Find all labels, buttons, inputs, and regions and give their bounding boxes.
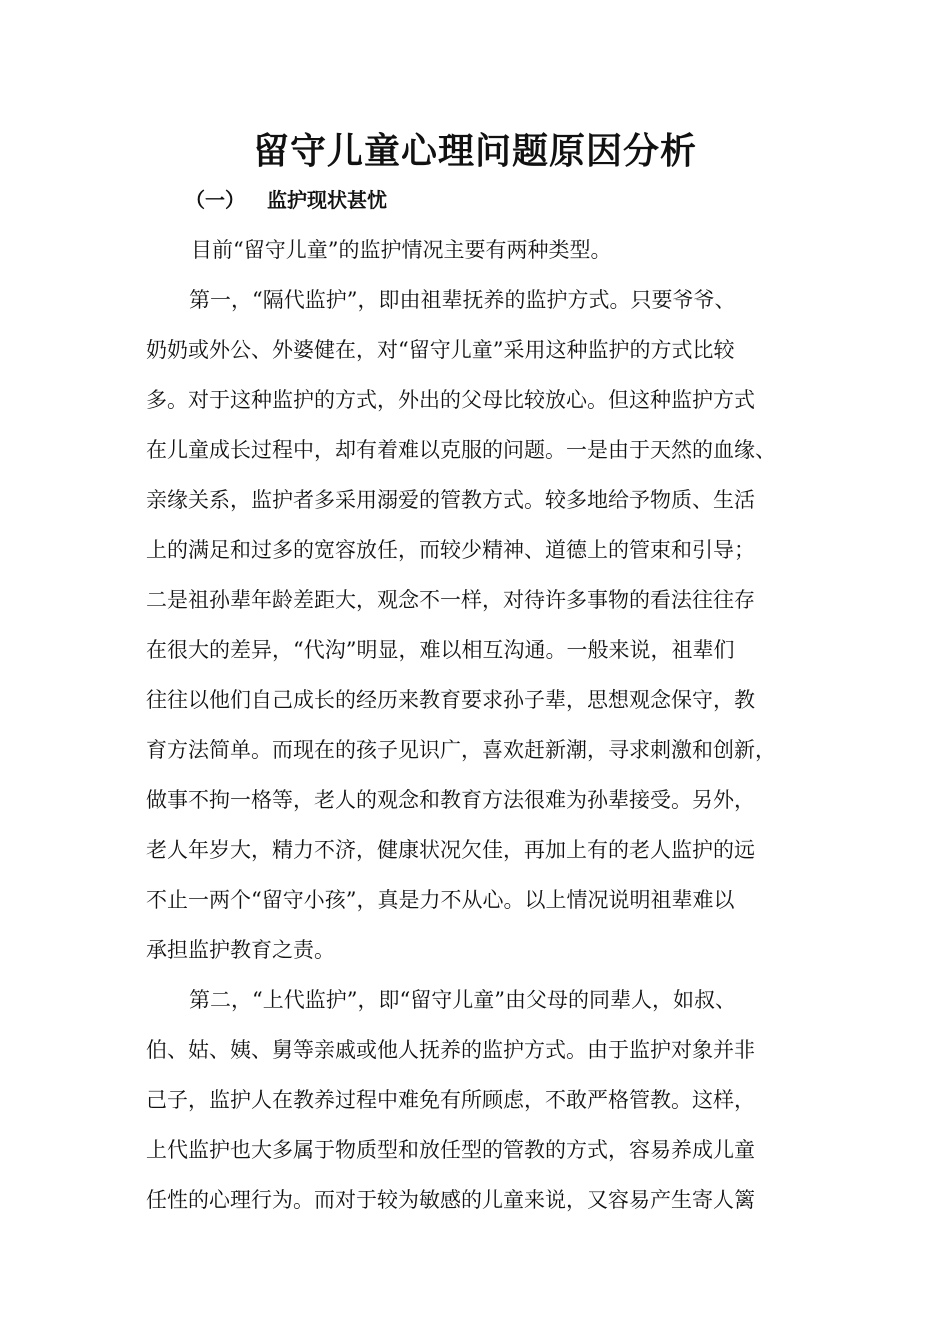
paragraph-line: 上的满足和过多的宽容放任，而较少精神、道德上的管束和引导； [146, 538, 755, 562]
paragraph-line: 目前“留守儿童”的监护情况主要有两种类型。 [191, 238, 612, 262]
document-title: 留守儿童心理问题原因分析 [252, 131, 697, 172]
paragraph-line: 老人年岁大，精力不济，健康状况欠佳，再加上有的老人监护的远 [146, 838, 755, 862]
paragraph-line: 在很大的差异，“代沟”明显，难以相互沟通。一般来说，祖辈们 [146, 638, 735, 662]
section-heading [185, 184, 387, 216]
paragraph-line: 己子，监护人在教养过程中难免有所顾虑，不敢严格管教。这样， [146, 1088, 755, 1112]
paragraph-line: 第二，“上代监护”，即“留守儿童”由父母的同辈人，如叔、 [189, 988, 736, 1012]
paragraph-line: 第一，“隔代监护”，即由祖辈抚养的监护方式。只要爷爷、 [189, 288, 736, 312]
section-heading-text: 监护现状甚忧 [267, 188, 387, 212]
paragraph-line: 二是祖孙辈年龄差距大，观念不一样，对待许多事物的看法往往存 [146, 588, 755, 612]
paragraph-line: 任性的心理行为。而对于较为敏感的儿童来说，又容易产生寄人篱 [146, 1188, 755, 1212]
paragraph-line: 不止一两个“留守小孩”，真是力不从心。以上情况说明祖辈难以 [146, 888, 735, 912]
paragraph-line: 做事不拘一格等，老人的观念和教育方法很难为孙辈接受。另外， [146, 788, 755, 812]
paragraph-line: 承担监护教育之责。 [146, 938, 335, 962]
paragraph-line: 育方法简单。而现在的孩子见识广，喜欢赶新潮，寻求刺激和创新， [146, 738, 776, 762]
paragraph-line: 上代监护也大多属于物质型和放任型的管教的方式，容易养成儿童 [146, 1138, 755, 1162]
paragraph-line: 亲缘关系，监护者多采用溺爱的管教方式。较多地给予物质、生活 [146, 488, 755, 512]
paragraph-line: 多。对于这种监护的方式，外出的父母比较放心。但这种监护方式 [146, 388, 755, 412]
paragraph-line: 伯、姑、姨、舅等亲戚或他人抚养的监护方式。由于监护对象并非 [146, 1038, 755, 1062]
paragraph-line: 在儿童成长过程中，却有着难以克服的问题。一是由于天然的血缘、 [146, 438, 776, 462]
paragraph-line: 往往以他们自己成长的经历来教育要求孙子辈，思想观念保守，教 [146, 688, 755, 712]
paragraph-line: 奶奶或外公、外婆健在，对“留守儿童”采用这种监护的方式比较 [146, 338, 735, 362]
section-number: （一） [185, 188, 245, 212]
